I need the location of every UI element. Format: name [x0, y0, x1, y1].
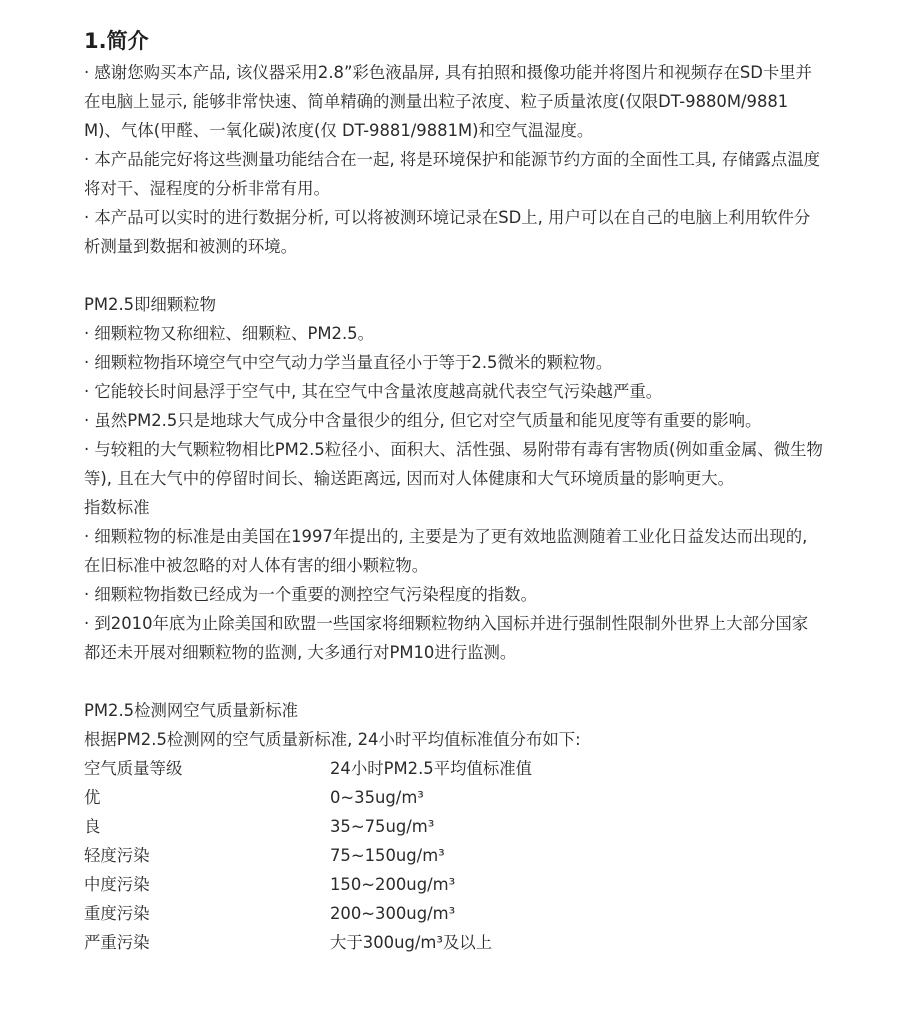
- table-header-cell: 空气质量等级: [84, 759, 183, 778]
- index-heading: 指数标准: [84, 498, 150, 517]
- index-item: · 细颗粒物的标准是由美国在1997年提出的, 主要是为了更有效地监测随着工业化日益发达而出现的, 在旧标准中被忽略的对人体有害的细小颗粒物。: [84, 527, 808, 575]
- section-title: 1.简介: [84, 29, 149, 53]
- table-row: [84, 841, 824, 870]
- table-row: [84, 899, 824, 928]
- table-header-row: [84, 754, 824, 783]
- standard-value-cell: 200~300ug/m³: [330, 904, 456, 923]
- quality-level-cell: 中度污染: [84, 875, 150, 894]
- spacer: [84, 667, 824, 696]
- standard-value-cell: 大于300ug/m³及以上: [330, 933, 493, 952]
- standard-value-cell: 150~200ug/m³: [330, 875, 456, 894]
- pm25-heading: PM2.5即细颗粒物: [84, 295, 217, 314]
- intro-paragraph: · 本产品可以实时的进行数据分析, 可以将被测环境记录在SD上, 用户可以在自己的电脑上利用软件分析测量到数据和被测的环境。: [84, 208, 811, 256]
- quality-level-cell: 优: [84, 788, 101, 807]
- quality-level-cell: 良: [84, 817, 101, 836]
- air-quality-table: [84, 754, 824, 957]
- quality-level-cell: 轻度污染: [84, 846, 150, 865]
- pm25-item: · 与较粗的大气颗粒物相比PM2.5粒径小、面积大、活性强、易附带有毒有害物质(例如重金属、微生物等), 且在大气中的停留时间长、输送距离远, 因而对人体健康和大气环境质量的影响更大。: [84, 440, 823, 488]
- index-item: · 细颗粒物指数已经成为一个重要的测控空气污染程度的指数。: [84, 585, 537, 604]
- quality-level-cell: 重度污染: [84, 904, 150, 923]
- intro-paragraph: · 本产品能完好将这些测量功能结合在一起, 将是环境保护和能源节约方面的全面性工具, 存储露点温度将对干、湿程度的分析非常有用。: [84, 150, 821, 198]
- pm25-item: · 细颗粒物指环境空气中空气动力学当量直径小于等于2.5微米的颗粒物。: [84, 353, 613, 372]
- standard-value-cell: 75~150ug/m³: [330, 846, 445, 865]
- standard-value-cell: 0~35ug/m³: [330, 788, 424, 807]
- intro-paragraph: · 感谢您购买本产品, 该仪器采用2.8”彩色液晶屏, 具有拍照和摄像功能并将图片和视频存在SD卡里并在电脑上显示, 能够非常快速、简单精确的测量出粒子浓度、粒子质量浓度(仅限DT-9880M/9881M)、气体(甲醛、一氧化碳)浓度(仅 DT-9881/9881M)和空气温湿度。: [84, 63, 813, 140]
- standard-intro: 根据PM2.5检测网的空气质量新标准, 24小时平均值标准值分布如下:: [84, 730, 581, 749]
- document-page: [84, 26, 824, 957]
- pm25-item: · 它能较长时间悬浮于空气中, 其在空气中含量浓度越高就代表空气污染越严重。: [84, 382, 663, 401]
- table-row: [84, 812, 824, 841]
- pm25-item: · 细颗粒物又称细粒、细颗粒、PM2.5。: [84, 324, 374, 343]
- index-item: · 到2010年底为止除美国和欧盟一些国家将细颗粒物纳入国标并进行强制性限制外世界上大部分国家都还未开展对细颗粒物的监测, 大多通行对PM10进行监测。: [84, 614, 809, 662]
- table-row: [84, 870, 824, 899]
- standard-heading: PM2.5检测网空气质量新标准: [84, 701, 298, 720]
- quality-level-cell: 严重污染: [84, 933, 150, 952]
- pm25-item: · 虽然PM2.5只是地球大气成分中含量很少的组分, 但它对空气质量和能见度等有重要的影响。: [84, 411, 762, 430]
- table-header-cell: 24小时PM2.5平均值标准值: [330, 759, 533, 778]
- spacer: [84, 261, 824, 290]
- table-row: [84, 783, 824, 812]
- standard-value-cell: 35~75ug/m³: [330, 817, 435, 836]
- table-row: [84, 928, 824, 957]
